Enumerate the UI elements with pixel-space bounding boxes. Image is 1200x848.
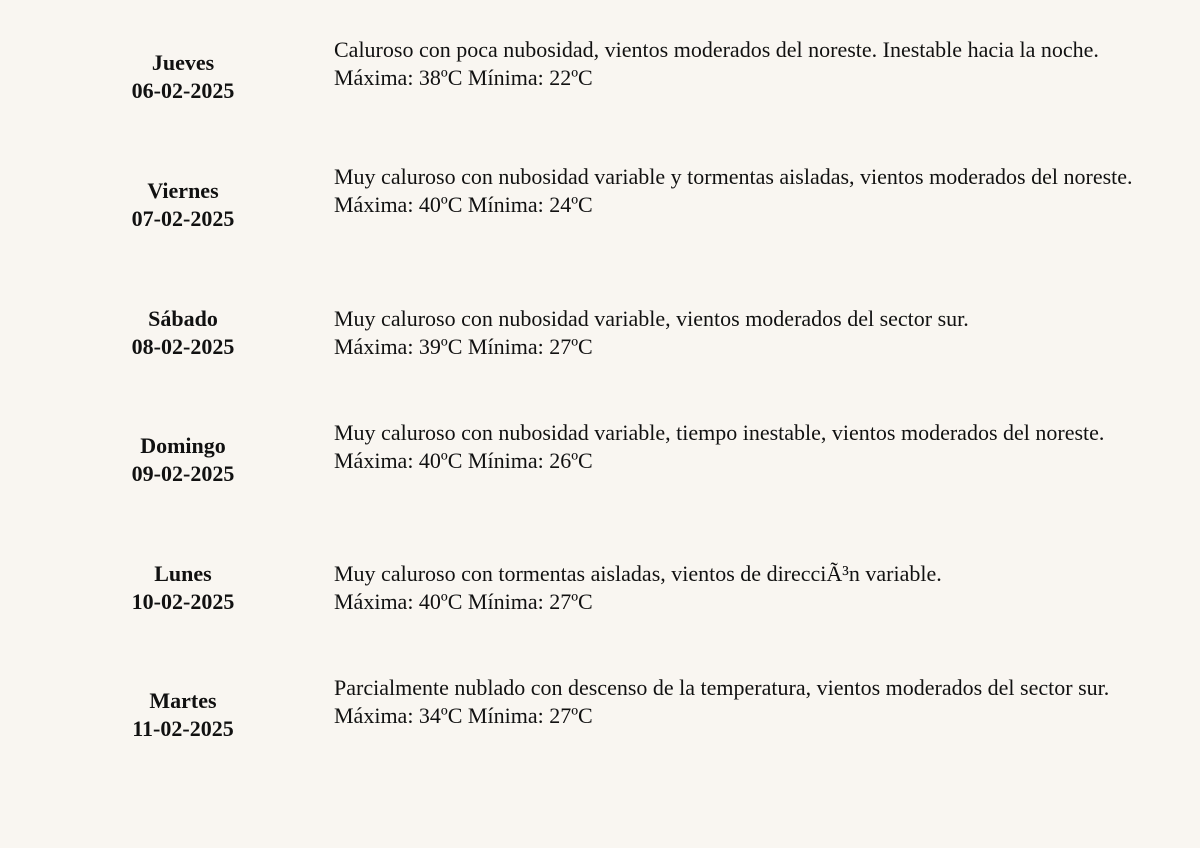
day-name: Martes xyxy=(149,688,217,713)
temperature-range: Máxima: 40ºC Mínima: 26ºC xyxy=(334,448,593,473)
day-name: Viernes xyxy=(147,178,219,203)
day-date: 10-02-2025 xyxy=(131,589,235,614)
temperature-range: Máxima: 40ºC Mínima: 24ºC xyxy=(334,192,593,217)
day-name: Jueves xyxy=(151,50,215,75)
temperature-range: Máxima: 39ºC Mínima: 27ºC xyxy=(334,334,593,359)
description-cell xyxy=(334,36,1190,92)
day-date: 07-02-2025 xyxy=(131,206,235,231)
day-cell xyxy=(83,177,283,233)
description-cell xyxy=(334,419,1190,475)
description-cell xyxy=(334,163,1190,219)
forecast-description: Muy caluroso con nubosidad variable, vientos moderados del sector sur. xyxy=(334,306,969,331)
temperature-range: Máxima: 40ºC Mínima: 27ºC xyxy=(334,589,593,614)
day-date: 11-02-2025 xyxy=(132,716,234,741)
description-cell xyxy=(334,560,1190,616)
day-name: Lunes xyxy=(154,561,212,586)
description-cell xyxy=(334,305,1190,361)
day-name: Domingo xyxy=(140,433,226,458)
day-date: 09-02-2025 xyxy=(131,461,235,486)
temperature-range: Máxima: 38ºC Mínima: 22ºC xyxy=(334,65,593,90)
day-cell xyxy=(83,432,283,488)
day-cell xyxy=(83,49,283,105)
description-cell xyxy=(334,674,1190,730)
day-cell xyxy=(83,305,283,361)
day-name: Sábado xyxy=(148,306,218,331)
forecast-description: Muy caluroso con nubosidad variable, tiempo inestable, vientos moderados del noreste. xyxy=(334,420,1105,445)
forecast-description: Caluroso con poca nubosidad, vientos moderados del noreste. Inestable hacia la noche. xyxy=(334,37,1099,62)
forecast-description: Muy caluroso con tormentas aisladas, vientos de direcciÃ³n variable. xyxy=(334,561,942,586)
day-cell xyxy=(83,560,283,616)
temperature-range: Máxima: 34ºC Mínima: 27ºC xyxy=(334,703,593,728)
day-date: 06-02-2025 xyxy=(131,78,235,103)
forecast-description: Parcialmente nublado con descenso de la temperatura, vientos moderados del sector sur. xyxy=(334,675,1110,700)
day-date: 08-02-2025 xyxy=(131,334,235,359)
day-cell xyxy=(83,687,283,743)
forecast-description: Muy caluroso con nubosidad variable y tormentas aisladas, vientos moderados del noreste. xyxy=(334,164,1133,189)
